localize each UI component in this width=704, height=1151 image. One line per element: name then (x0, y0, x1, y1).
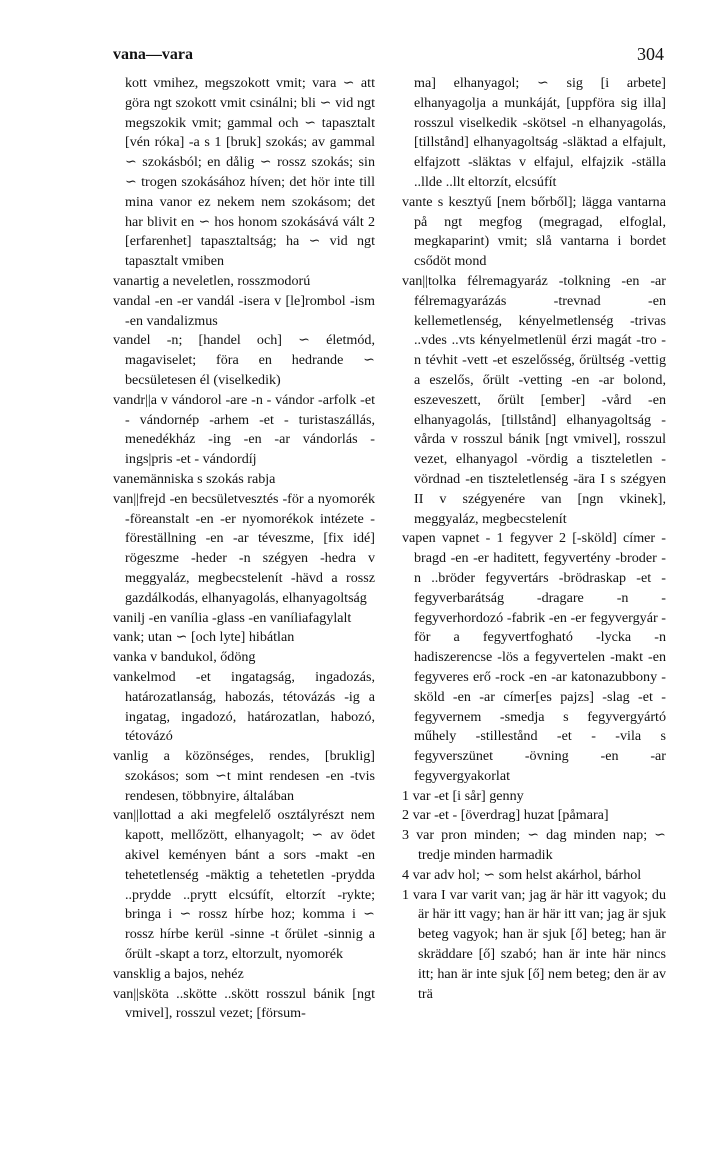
dictionary-entry: vapen vapnet - 1 fegyver 2 [-sköld] címer -bragd -en -er haditett, fegyvertény -broder -n ..bröder fegyvertárs -brödraskap -et - fegyverbarátság -dragare -n - fegyverhordozó -fabrik -en -er fegyvergyár -för a fegyvertfogható -lycka -n hadiszerencse -lös a fegyvertelen -makt -en fegyveres erő -rock -en -ar katonazubbony -sköld -en -ar címer[es pajzs] -slag -et - fegyvernem -smedja s fegyvergyártó műhely -stillestånd -et - -vila s fegyverszünet -övning -en -ar fegyvergyakorlat (402, 530, 666, 784)
entry-continuation: kott vmihez, megszokott vmit; vara ∽ att göra ngt szokott vmit csinálni; bli ∽ vid ngt megszokik vmit; gammal och ∽ tapasztalt [vén róka] -a s 1 [bruk] szokás; av gammal ∽ szokásból; en dålig ∽ rossz szokás; sin ∽ trogen szokásához híven; det hör inte till mina vanor ez nekem nem szokásom; det har blivit en ∽ hos honom szokásává vált 2 [erfarenhet] tapasztaltság; ha ∽ vid ngt tapasztalt vmiben (125, 75, 375, 270)
guide-words: vana—vara (113, 46, 193, 63)
dictionary-entry: 2 var -et - [överdrag] huzat [påmara] (402, 807, 609, 824)
dictionary-entry: 1 var -et [i sår] genny (402, 787, 524, 804)
dictionary-entry: van||tolka félremagyaráz -tolkning -en -ar félremagyarázás -trevnad -en kellemetlenség, kényelmetlenség -trivas ..vdes ..vts kényelmetlenül érzi magát -tro -n tévhit -vett -et eszelősség, őrültség -vettig a eszelős, őrült -vetting -en -ar bolond, eszeveszett, őrült [ember] -vård -en elhanyagolás, [tillstånd] elhanyagoltság -vårda v rosszul bánik [ngt vmivel], rosszul vezet, elhanyagol -vördig a tiszteletlen -vördnad -en tiszteletlenség -ära I s szégyen II v szégyenére van [ngn vkinek], meggyaláz, megbecstelenít (402, 272, 666, 527)
right-column (402, 74, 666, 1004)
dictionary-entry: vante s kesztyű [nem bőrből]; lägga vantarna på ngt megfog (megragad, elfoglal, megkaparint) vmit; slå vantarna i bordet csődöt mond (402, 193, 666, 270)
dictionary-entry: vankelmod -et ingatagság, ingadozás, határozatlanság, habozás, tétovázás -ig a ingatag, ingadozó, határozatlan, habozó, tétovázó (113, 668, 375, 745)
dictionary-entry: vanlig a közönséges, rendes, [bruklig] szokásos; som ∽t mint rendesen -en -tvis rendesen, többnyire, általában (113, 748, 375, 804)
page-number: 304 (637, 44, 664, 64)
dictionary-entry: vandr||a v vándorol -are -n - vándor -arfolk -et - vándornép -arhem -et - turistaszállás, menedékház -ing -en -ar vándorlás -ings|pris -et - vándordíj (113, 391, 375, 468)
dictionary-entry: 4 var adv hol; ∽ som helst akárhol, bárhol (402, 866, 642, 883)
dictionary-entry: vandal -en -er vandál -isera v [le]rombol -ism -en vandalizmus (113, 292, 375, 329)
dictionary-entry: vanilj -en vanília -glass -en vaníliafagylalt (113, 609, 352, 626)
left-column (113, 74, 375, 1024)
dictionary-entry: vandel -n; [handel och] ∽ életmód, magaviselet; föra en hedrande ∽ becsületesen él (viselkedik) (113, 332, 375, 388)
dictionary-entry: 3 var pron minden; ∽ dag minden nap; ∽ tredje minden harmadik (402, 827, 666, 864)
dictionary-entry: 1 vara I var varit van; jag är här itt vagyok; du är här itt vagy; han är här itt van; jag är sjuk beteg vagyok; han är sjuk [ő] beteg; han är skräddare [ő] szabó; han är inte här nincs itt; han är inte sjuk [ő] nem beteg; den är av trä (402, 886, 666, 1002)
page-header (113, 46, 664, 72)
dictionary-entry: vanka v bandukol, ődöng (113, 649, 256, 666)
dictionary-entry: van||frejd -en becsületvesztés -för a nyomorék -föreanstalt -en -er nyomorékok intézete -föreställning -en -ar téveszme, [fix idé] rögeszme -heder -n szégyen -hedra v meggyaláz, megbecstelenít -hävd a rossz gazdálkodás, elhanyagolás, elhanyagoltság (113, 490, 375, 606)
dictionary-entry: van||sköta ..skötte ..skött rosszul bánik [ngt vmivel], rosszul vezet; [försum- (113, 985, 375, 1022)
dictionary-entry: vanartig a neveletlen, rosszmodorú (113, 272, 311, 289)
entry-continuation: ma] elhanyagol; ∽ sig [i arbete] elhanyagolja a munkáját, [uppföra sig illa] rosszul viselkedik -skötsel -n elhanyagolás, [tillstånd] elhanyagoltság -släktad a elfajult, elfajzott -släktas v elfajul, elfajzik -ställa ..llde ..llt eltorzít, elcsúfít (414, 75, 666, 190)
dictionary-entry: vank; utan ∽ [och lyte] hibátlan (113, 629, 295, 646)
dictionary-entry: vansklig a bajos, nehéz (113, 965, 244, 982)
dictionary-entry: van||lottad a aki megfelelő osztályrészt nem kapott, mellőzött, elhanyagolt; ∽ av ödet akivel keményen bánt a sors -makt -en tehetetlenség -mäktig a tehetetlen -prydda ..pryddе ..prytt elcsúfít, eltorzít -rykte; bringa i ∽ rossz hírbe hoz; komma i ∽ rossz hírbe kerül -sinne -t őrület -sinnig a őrült -skapt a torz, eltorzult, nyomorék (113, 807, 375, 963)
dictionary-entry: vanemänniska s szokás rabja (113, 470, 276, 487)
